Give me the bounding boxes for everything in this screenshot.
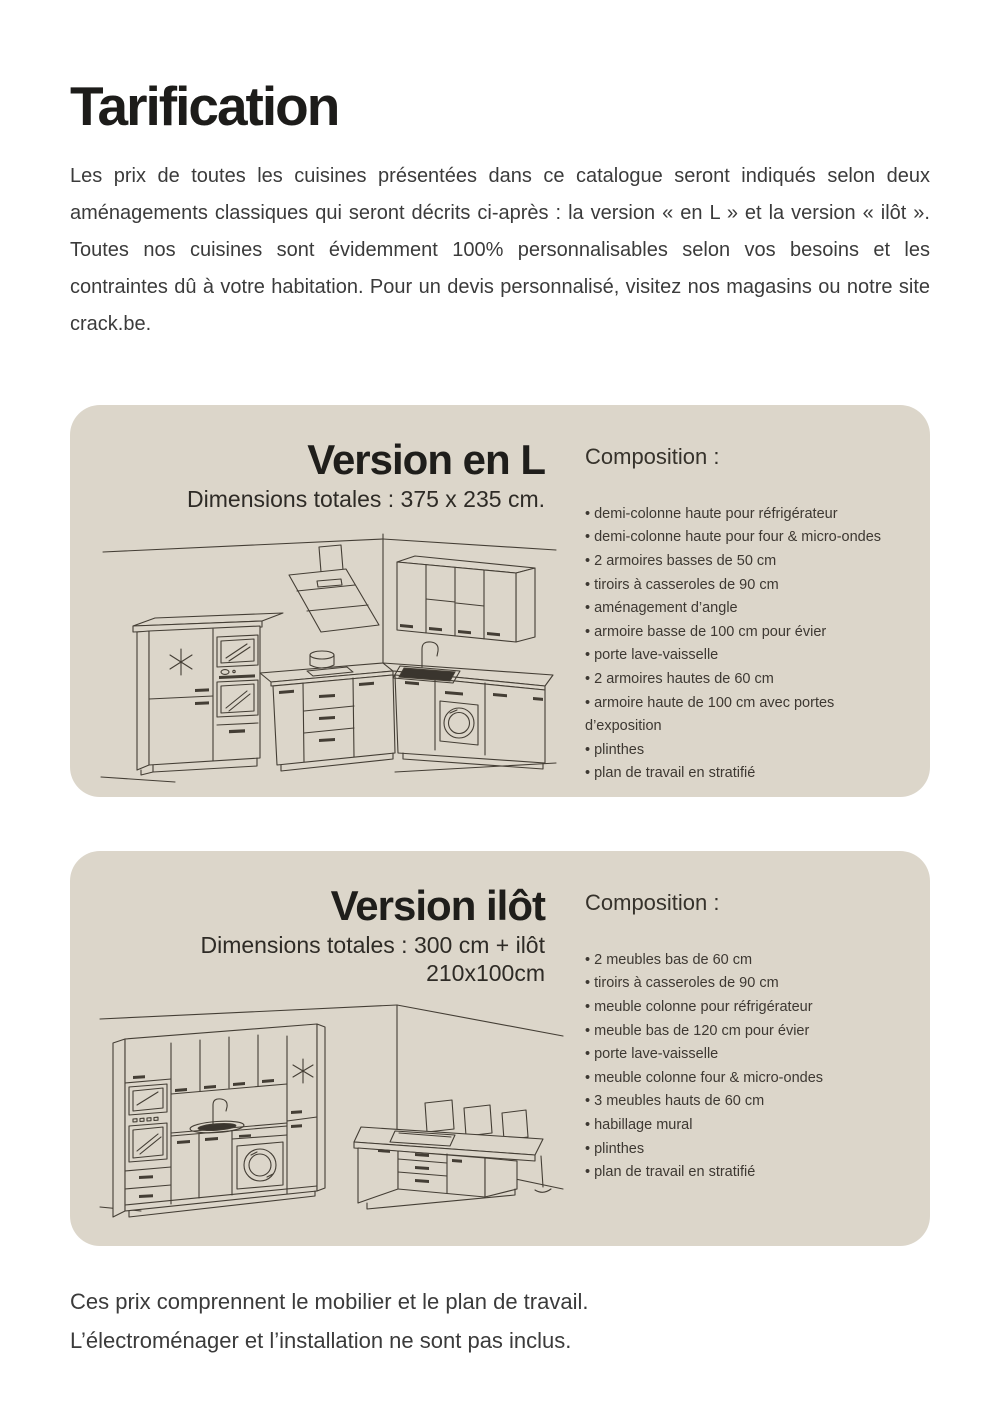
composition-list xyxy=(585,503,902,786)
version-l-card xyxy=(70,405,930,797)
composition-item: • demi-colonne haute pour réfrigérateur xyxy=(585,503,902,527)
composition-heading: Composition : xyxy=(585,443,720,469)
version-ilot-card xyxy=(70,851,930,1246)
composition-item: • habillage mural xyxy=(585,1114,902,1138)
composition-item: • tiroirs à casseroles de 90 cm xyxy=(585,574,902,598)
chair-leg xyxy=(535,1156,551,1192)
version-ilot-composition xyxy=(557,885,902,1246)
composition-item: • tiroirs à casseroles de 90 cm xyxy=(585,972,902,996)
wall-cabinets xyxy=(397,556,535,642)
range-hood xyxy=(289,545,379,632)
base-cabinets-left xyxy=(260,651,395,771)
composition-item: • aménagement d’angle xyxy=(585,597,902,621)
version-l-dimensions: Dimensions totales : 375 x 235 cm. xyxy=(187,485,545,512)
composition-item: • plan de travail en stratifié xyxy=(585,762,902,786)
composition-item: • 2 armoires hautes de 60 cm xyxy=(585,668,902,692)
composition-item: • meuble colonne pour réfrigérateur xyxy=(585,996,902,1020)
composition-heading: Composition : xyxy=(585,889,720,915)
intro-paragraph: Les prix de toutes les cuisines présentées dans ce catalogue seront indiqués selon deux aménagements classiques qui seront décrits ci-après : la version « en L » et la version « ilôt ». Toutes nos cuisines sont évidemment 100% personnalisables selon vos besoins et les contraintes dû à votre habitation. Pour un devis personnalisé, visitez nos magasins ou notre site crack.be. xyxy=(70,164,930,335)
composition-item: • demi-colonne haute pour four & micro-ondes xyxy=(585,526,902,550)
tall-unit xyxy=(133,613,283,775)
wall-kitchen-block xyxy=(113,1024,325,1217)
version-l-header xyxy=(95,435,557,513)
footer-line-2: L’électroménager et l’installation ne sont pas inclus. xyxy=(70,1327,572,1353)
composition-item: • meuble colonne four & micro-ondes xyxy=(585,1067,902,1091)
island xyxy=(354,1127,551,1209)
composition-item: • 3 meubles hauts de 60 cm xyxy=(585,1090,902,1114)
version-l-title: Version en L xyxy=(307,435,545,483)
composition-item: • porte lave-vaisselle xyxy=(585,1043,902,1067)
composition-item: • 2 meubles bas de 60 cm xyxy=(585,949,902,973)
composition-item: • plinthes xyxy=(585,739,902,763)
version-ilot-header xyxy=(95,881,557,987)
composition-item: • armoire haute de 100 cm avec portes d’exposition xyxy=(585,692,902,739)
composition-item: • plinthes xyxy=(585,1138,902,1162)
version-ilot-left-column xyxy=(95,881,557,1246)
composition-item: • meuble bas de 120 cm pour évier xyxy=(585,1020,902,1044)
footer-line-1: Ces prix comprennent le mobilier et le plan de travail. xyxy=(70,1288,589,1314)
version-ilot-title: Version ilôt xyxy=(330,881,545,929)
kitchen-l-illustration xyxy=(95,525,565,797)
version-ilot-dimensions: Dimensions totales : 300 cm + ilôt 210x100cm xyxy=(200,931,545,986)
cooking-pot xyxy=(310,651,334,668)
composition-list xyxy=(585,949,902,1185)
page-title: Tarification xyxy=(70,75,339,137)
composition-item: • porte lave-vaisselle xyxy=(585,644,902,668)
composition-item: • armoire basse de 100 cm pour évier xyxy=(585,621,902,645)
footer-note xyxy=(70,1282,930,1360)
sink xyxy=(393,642,460,683)
composition-item: • 2 armoires basses de 50 cm xyxy=(585,550,902,574)
version-l-left-column xyxy=(95,435,557,797)
base-cabinets-right xyxy=(383,642,553,769)
kitchen-ilot-illustration xyxy=(95,999,565,1249)
version-l-composition xyxy=(557,439,902,797)
composition-item: • plan de travail en stratifié xyxy=(585,1161,902,1185)
